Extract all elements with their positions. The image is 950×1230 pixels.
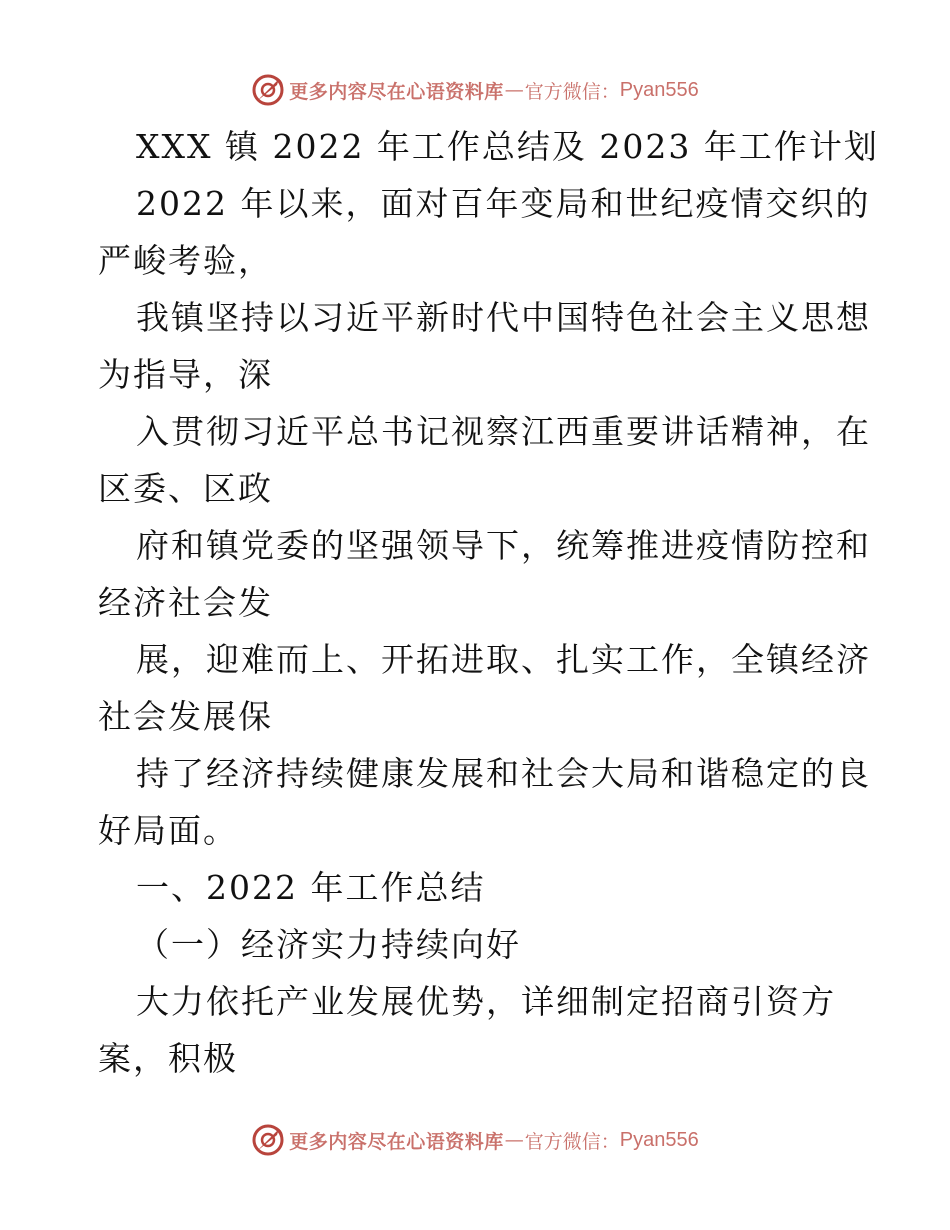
paragraph-line: 大力依托产业发展优势，详细制定招商引资方 (136, 982, 836, 1021)
paragraph-line: 社会发展保 (98, 697, 273, 736)
section-heading: 一、2022 年工作总结 (136, 868, 486, 907)
quill-logo-icon (251, 1123, 285, 1157)
paragraph-line: 我镇坚持以习近平新时代中国特色社会主义思想 (136, 298, 871, 337)
paragraph-line: 2022 年以来，面对百年变局和世纪疫情交织的 (136, 184, 871, 223)
paragraph-line: 持了经济持续健康发展和社会大局和谐稳定的良 (136, 754, 871, 793)
footer-banner (0, 1120, 950, 1160)
promo-text: 更多内容尽在心语资料库 (289, 80, 504, 103)
account-label: 官方微信： (524, 1130, 620, 1153)
document-title: XXX 镇 2022 年工作总结及 2023 年工作计划 (136, 127, 879, 166)
banner-dash: — (504, 1129, 524, 1151)
quill-logo-icon (251, 73, 285, 107)
paragraph-line: 府和镇党委的坚强领导下，统筹推进疫情防控和 (136, 526, 871, 565)
paragraph-line: 好局面。 (98, 811, 238, 850)
paragraph-line: 区委、区政 (98, 469, 273, 508)
paragraph-line: 为指导，深 (98, 355, 273, 394)
account-id: Pyan556 (619, 78, 699, 101)
header-banner (0, 70, 950, 110)
paragraph-line: 展，迎难而上、开拓进取、扎实工作，全镇经济 (136, 640, 871, 679)
subsection-heading: （一）经济实力持续向好 (136, 925, 521, 964)
paragraph-line: 入贯彻习近平总书记视察江西重要讲话精神，在 (136, 412, 871, 451)
account-label: 官方微信： (524, 80, 620, 103)
document-body (98, 118, 879, 1087)
paragraph-line: 案，积极 (98, 1039, 238, 1078)
banner-dash: — (504, 79, 524, 101)
account-id: Pyan556 (619, 1128, 699, 1151)
paragraph-line: 严峻考验， (98, 241, 273, 280)
promo-text: 更多内容尽在心语资料库 (289, 1130, 504, 1153)
paragraph-line: 经济社会发 (98, 583, 273, 622)
